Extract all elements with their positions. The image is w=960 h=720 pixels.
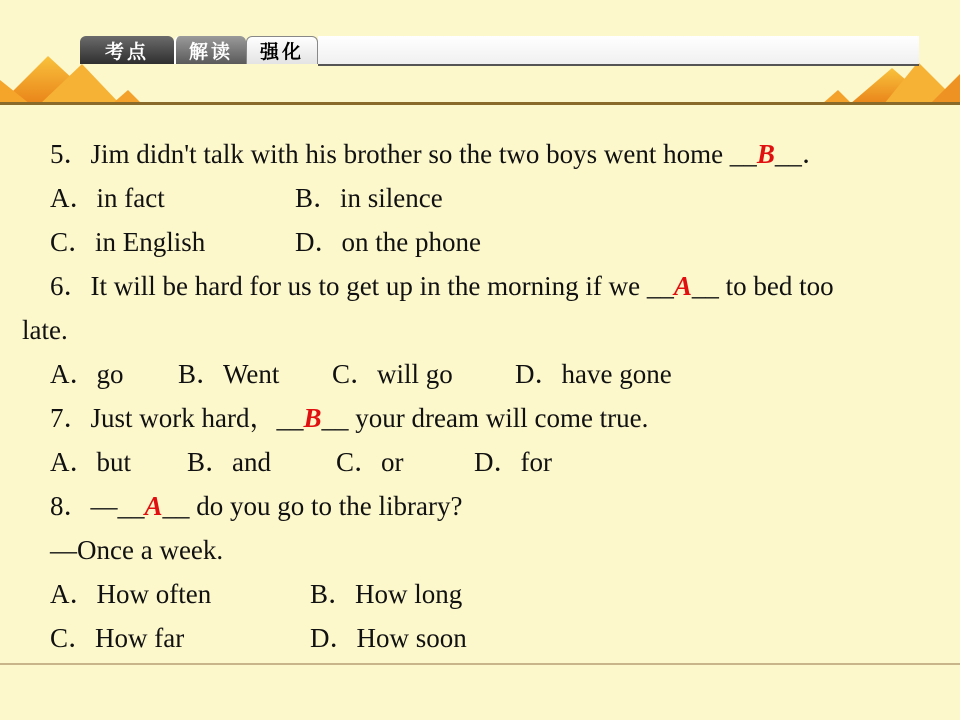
question-8-option-a[interactable]: A．How often bbox=[50, 579, 212, 609]
tab-qianghua[interactable]: 强化 bbox=[246, 36, 318, 64]
question-7-option-d[interactable]: D．for bbox=[474, 447, 552, 477]
question-5-option-a[interactable]: A．in fact bbox=[50, 183, 165, 213]
question-8-option-d[interactable]: D．How soon bbox=[310, 623, 467, 653]
question-5-text-before: 5．Jim didn't talk with his brother so the two boys went home __ bbox=[50, 139, 757, 169]
question-5-option-c[interactable]: C．in English bbox=[50, 227, 206, 257]
question-6-option-c[interactable]: C．will go bbox=[332, 359, 453, 389]
question-8-option-c[interactable]: C．How far bbox=[50, 623, 185, 653]
question-6-text-after: __ to bed too bbox=[691, 271, 834, 301]
question-6-answer: A bbox=[673, 271, 692, 301]
question-5-answer: B bbox=[756, 139, 775, 169]
question-7-option-a[interactable]: A．but bbox=[50, 447, 131, 477]
question-8-answer: A bbox=[144, 491, 163, 521]
question-7-stem bbox=[50, 396, 648, 440]
question-5-options-row-2 bbox=[50, 220, 850, 264]
question-8-options-row-2 bbox=[50, 616, 850, 660]
right-peak-1 bbox=[822, 90, 852, 104]
question-5-stem bbox=[50, 132, 829, 176]
question-8-text-after: __ do you go to the library? bbox=[162, 491, 463, 521]
header-rule bbox=[0, 102, 960, 105]
question-5-text-after: __． bbox=[774, 139, 829, 169]
question-7-text-before: 7．Just work hard，__ bbox=[50, 403, 304, 433]
question-5-options-row-1 bbox=[50, 176, 850, 220]
left-peak-3 bbox=[112, 90, 142, 104]
question-8-options-row-1 bbox=[50, 572, 850, 616]
question-7-option-c[interactable]: C．or bbox=[336, 447, 404, 477]
question-8-option-b[interactable]: B．How long bbox=[310, 579, 463, 609]
question-6-stem bbox=[50, 264, 834, 308]
slide-header bbox=[0, 0, 960, 110]
question-7-answer: B bbox=[303, 403, 322, 433]
question-8-stem bbox=[50, 484, 462, 528]
question-7-options bbox=[50, 440, 850, 484]
question-7-option-b[interactable]: B．and bbox=[187, 447, 271, 477]
footer-divider bbox=[0, 663, 960, 665]
question-7-text-after: __ your dream will come true. bbox=[321, 403, 649, 433]
question-6-option-a[interactable]: A．go bbox=[50, 359, 124, 389]
header-tabs bbox=[80, 36, 318, 64]
question-8-text-before: 8．—__ bbox=[50, 491, 145, 521]
question-8-reply: —Once a week. bbox=[50, 535, 224, 565]
tab-jiedu[interactable]: 解读 bbox=[174, 36, 246, 64]
question-5-option-b[interactable]: B．in silence bbox=[295, 183, 443, 213]
tab-kaodian[interactable]: 考点 bbox=[80, 36, 174, 64]
question-5-option-d[interactable]: D．on the phone bbox=[295, 227, 481, 257]
question-6-option-d[interactable]: D．have gone bbox=[515, 359, 672, 389]
question-6-options bbox=[50, 352, 850, 396]
question-6-continuation: late. bbox=[22, 315, 68, 345]
tab-bar bbox=[318, 36, 919, 66]
question-6-option-b[interactable]: B．Went bbox=[178, 359, 280, 389]
question-6-text-before: 6．It will be hard for us to get up in the morning if we __ bbox=[50, 271, 674, 301]
